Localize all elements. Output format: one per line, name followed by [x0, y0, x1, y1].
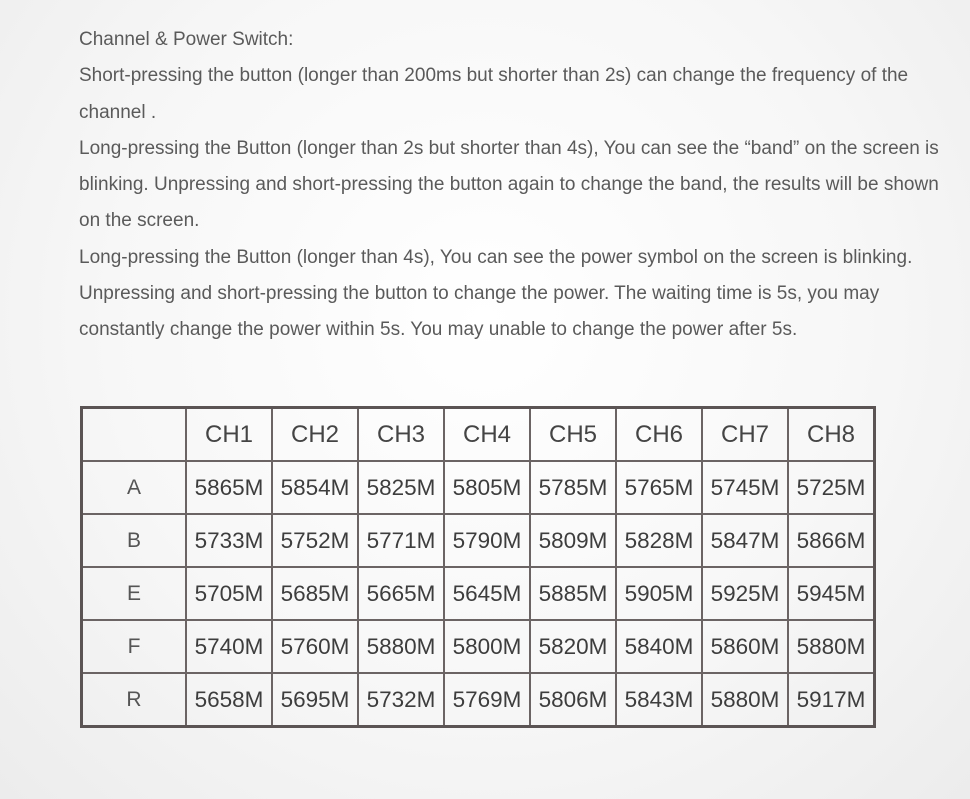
frequency-cell: 5880M	[358, 620, 444, 673]
frequency-cell: 5840M	[616, 620, 702, 673]
frequency-cell: 5925M	[702, 567, 788, 620]
frequency-cell: 5771M	[358, 514, 444, 567]
frequency-cell: 5860M	[702, 620, 788, 673]
channel-header: CH8	[788, 408, 875, 462]
frequency-cell: 5825M	[358, 461, 444, 514]
band-label: A	[82, 461, 187, 514]
instructions-text	[79, 22, 949, 349]
frequency-cell: 5843M	[616, 673, 702, 727]
frequency-cell: 5905M	[616, 567, 702, 620]
band-label: F	[82, 620, 187, 673]
table-row	[82, 567, 875, 620]
frequency-cell: 5800M	[444, 620, 530, 673]
frequency-table	[80, 406, 876, 728]
band-label: E	[82, 567, 187, 620]
frequency-cell: 5866M	[788, 514, 875, 567]
channel-header: CH1	[186, 408, 272, 462]
frequency-cell: 5685M	[272, 567, 358, 620]
frequency-cell: 5769M	[444, 673, 530, 727]
band-label: B	[82, 514, 187, 567]
table-row	[82, 620, 875, 673]
frequency-cell: 5765M	[616, 461, 702, 514]
frequency-cell: 5880M	[702, 673, 788, 727]
frequency-cell: 5806M	[530, 673, 616, 727]
frequency-cell: 5820M	[530, 620, 616, 673]
frequency-cell: 5658M	[186, 673, 272, 727]
frequency-cell: 5854M	[272, 461, 358, 514]
frequency-cell: 5760M	[272, 620, 358, 673]
frequency-cell: 5645M	[444, 567, 530, 620]
table-corner-cell	[82, 408, 187, 462]
frequency-cell: 5665M	[358, 567, 444, 620]
channel-header: CH3	[358, 408, 444, 462]
instructions-short-press: Short-pressing the button (longer than 200ms but shorter than 2s) can change the frequency of the channel .	[79, 65, 909, 123]
frequency-cell: 5790M	[444, 514, 530, 567]
frequency-cell: 5732M	[358, 673, 444, 727]
frequency-cell: 5885M	[530, 567, 616, 620]
frequency-cell: 5865M	[186, 461, 272, 514]
frequency-cell: 5847M	[702, 514, 788, 567]
channel-header: CH6	[616, 408, 702, 462]
frequency-cell: 5745M	[702, 461, 788, 514]
frequency-cell: 5945M	[788, 567, 875, 620]
frequency-cell: 5740M	[186, 620, 272, 673]
channel-header: CH5	[530, 408, 616, 462]
frequency-cell: 5705M	[186, 567, 272, 620]
channel-header: CH4	[444, 408, 530, 462]
frequency-cell: 5805M	[444, 461, 530, 514]
instructions-heading: Channel & Power Switch:	[79, 29, 294, 50]
frequency-cell: 5917M	[788, 673, 875, 727]
frequency-cell: 5809M	[530, 514, 616, 567]
frequency-cell: 5733M	[186, 514, 272, 567]
instructions-long-press-power: Long-pressing the Button (longer than 4s), You can see the power symbol on the screen is blinking. Unpressing and short-pressing the button to change the power. The waiting time is 5s, you may constantly change the power within 5s. You may unable to change the power after 5s.	[79, 246, 913, 341]
frequency-cell: 5695M	[272, 673, 358, 727]
frequency-cell: 5725M	[788, 461, 875, 514]
frequency-cell: 5752M	[272, 514, 358, 567]
table-row	[82, 673, 875, 727]
channel-header: CH7	[702, 408, 788, 462]
band-label: R	[82, 673, 187, 727]
channel-header: CH2	[272, 408, 358, 462]
table-header-row	[82, 408, 875, 462]
frequency-cell: 5828M	[616, 514, 702, 567]
table-row	[82, 514, 875, 567]
table-row	[82, 461, 875, 514]
instructions-long-press-band: Long-pressing the Button (longer than 2s but shorter than 4s), You can see the “band” on the screen is blinking. Unpressing and short-pressing the button again to change the band, the results will be shown on the screen.	[79, 137, 939, 232]
frequency-cell: 5785M	[530, 461, 616, 514]
frequency-cell: 5880M	[788, 620, 875, 673]
